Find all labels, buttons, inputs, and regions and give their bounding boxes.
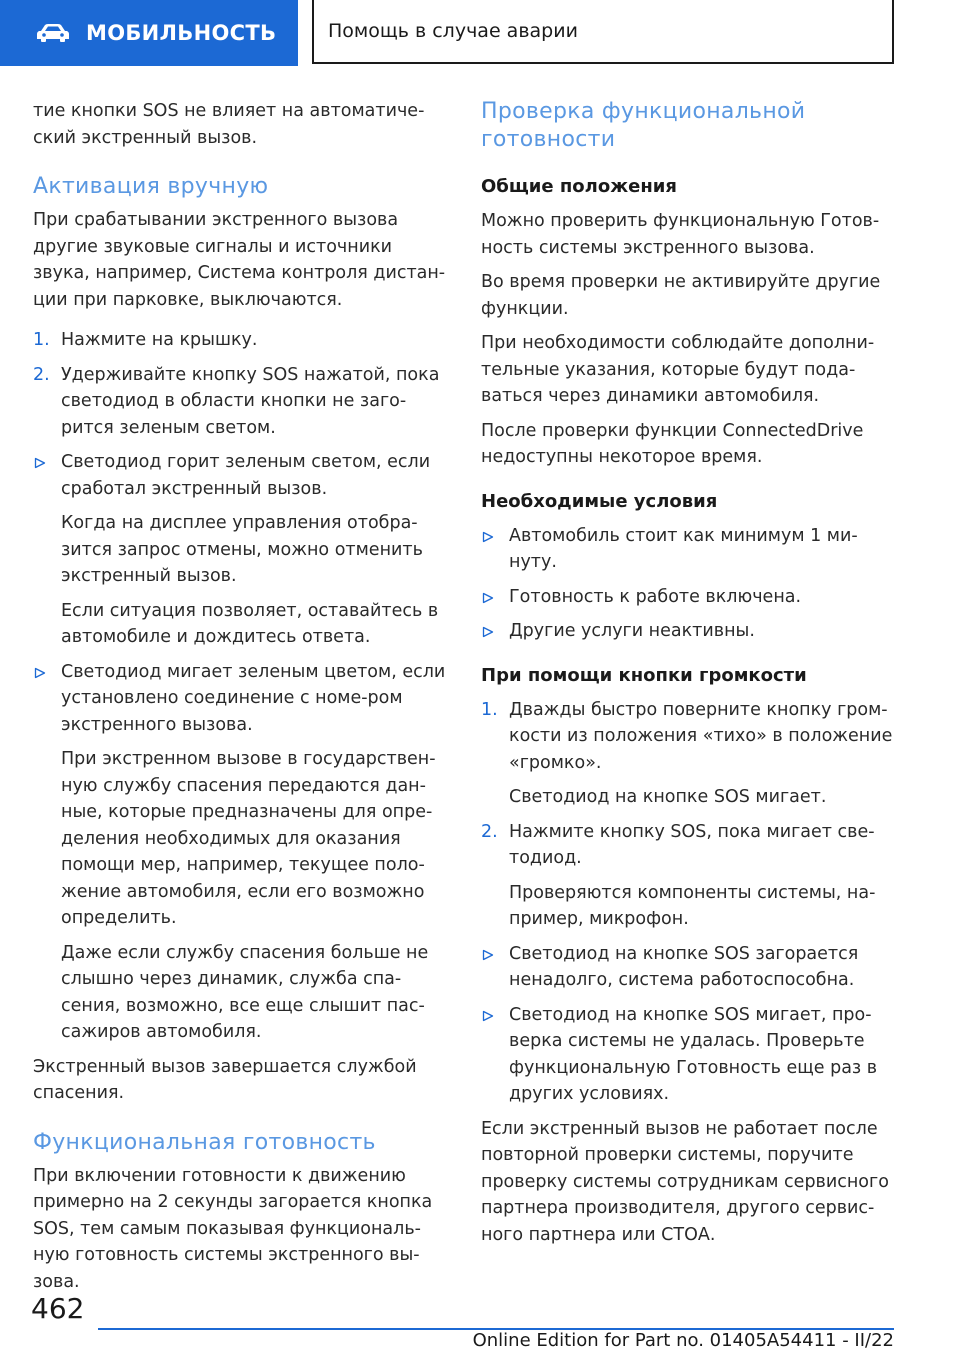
step-text: Дважды быстро поверните кнопку гром-кости из положения «тихо» в положение «громко».	[509, 699, 893, 773]
general-text: После проверки функции ConnectedDrive недоступны некоторое время.	[481, 420, 864, 467]
left-column	[33, 98, 449, 1303]
general-text: Во время проверки не активируйте другие функции.	[481, 272, 881, 319]
step-1	[33, 327, 449, 354]
bullet-subtext: При экстренном вызове в государствен-ную службу спасения передаются дан-ные, которые предназначены для опре-деления необходимых для оказания помощи мер, например, текущее поло-жение автомобиля, если его возможно определить.	[61, 749, 436, 928]
triangle-bullet-icon	[482, 531, 494, 543]
bullet-subtext: Когда на дисплее управления отобра-зится запрос отмены, можно отменить экстренный вызов.	[61, 513, 423, 586]
edition-text: Online Edition for Part no. 01405A54411 - II/22	[472, 1330, 894, 1351]
step-subtext: Проверяются компоненты системы, на-пример, микрофон.	[509, 882, 876, 929]
conditions-heading: Необходимые условия	[481, 490, 718, 512]
general-text: При необходимости соблюдайте дополни-тельные указания, которые будут пода-ваться через динамики автомобиля.	[481, 333, 875, 406]
step-text: Нажмите на крышку.	[61, 330, 258, 350]
step-2	[481, 819, 895, 872]
step-number: 2.	[481, 821, 498, 842]
triangle-bullet-icon	[482, 1010, 494, 1022]
step-subtext: Светодиод на кнопке SOS мигает.	[509, 787, 827, 807]
result-bullet	[33, 659, 449, 739]
bullet-subtext: Даже если службу спасения больше не слышно через динамик, служба спа-сения, возможно, все еще слышит пас-сажиров автомобиля.	[61, 942, 429, 1042]
bullet-text: Светодиод на кнопке SOS загорается ненадолго, система работоспособна.	[509, 943, 859, 990]
triangle-bullet-icon	[34, 457, 46, 469]
general-text: Можно проверить функциональную Готов-ность системы экстренного вызова.	[481, 211, 880, 258]
page-number: 462	[31, 1292, 85, 1325]
bullet-text: Светодиод горит зеленым светом, если сработал экстренный вызов.	[61, 452, 431, 499]
step-text: Нажмите кнопку SOS, пока мигает све-тодиод.	[509, 821, 875, 868]
intro-text: тие кнопки SOS не влияет на автоматиче-ский экстренный вызов.	[33, 101, 425, 148]
bullet-text: Светодиод на кнопке SOS мигает, про-верка системы не удалась. Проверьте функциональную Готовность еще раз в других условиях.	[509, 1004, 878, 1104]
triangle-bullet-icon	[482, 949, 494, 961]
failure-text: Если экстренный вызов не работает после повторной проверки системы, поручите проверку системы сотрудникам сервисного партнера производителя, другого сервис-ного партнера или СТОА.	[481, 1118, 889, 1245]
call-end-text: Экстренный вызов завершается службой спасения.	[33, 1056, 417, 1103]
condition-bullet	[481, 523, 895, 576]
bullet-text: Светодиод мигает зеленым цветом, если установлено соединение с номе-ром экстренного вызова.	[61, 661, 446, 735]
section-tab	[0, 0, 298, 66]
car-icon	[36, 22, 70, 44]
bullet-subtext: Если ситуация позволяет, оставайтесь в автомобиле и дождитесь ответа.	[61, 600, 439, 647]
triangle-bullet-icon	[482, 626, 494, 638]
condition-bullet	[481, 584, 895, 611]
volume-button-heading: При помощи кнопки громкости	[481, 664, 807, 686]
result-bullet	[481, 941, 895, 994]
result-bullet	[481, 1002, 895, 1108]
step-1	[481, 697, 895, 777]
bullet-text: Автомобиль стоит как минимум 1 ми-нуту.	[509, 525, 858, 572]
chapter-title: Помощь в случае аварии	[328, 20, 578, 42]
section-title: МОБИЛЬНОСТЬ	[86, 21, 277, 45]
manual-activation-heading: Активация вручную	[33, 174, 269, 199]
step-2	[33, 362, 449, 442]
manual-activation-text: При срабатывании экстренного вызова другие звуковые сигналы и источники звука, например, Система контроля дистан-ции при парковке, выключаются.	[33, 210, 446, 310]
bullet-text: Другие услуги неактивны.	[509, 621, 755, 641]
step-number: 2.	[33, 364, 50, 385]
condition-bullet	[481, 618, 895, 645]
readiness-check-heading: Проверка функциональной готовности	[481, 99, 806, 152]
result-bullet	[33, 449, 449, 502]
step-text: Удерживайте кнопку SOS нажатой, пока светодиод в области кнопки не заго-рится зеленым светом.	[61, 364, 440, 438]
right-column	[481, 98, 895, 1256]
chapter-box	[312, 0, 894, 64]
functional-readiness-heading: Функциональная готовность	[33, 1129, 376, 1155]
step-number: 1.	[481, 699, 498, 720]
triangle-bullet-icon	[482, 592, 494, 604]
functional-readiness-text: При включении готовности к движению примерно на 2 секунды загорается кнопка SOS, тем самым показывая функциональ-ную готовность системы экстренного вы-зова.	[33, 1165, 433, 1292]
step-number: 1.	[33, 330, 50, 350]
triangle-bullet-icon	[34, 667, 46, 679]
bullet-text: Готовность к работе включена.	[509, 586, 802, 607]
general-heading: Общие положения	[481, 176, 677, 197]
